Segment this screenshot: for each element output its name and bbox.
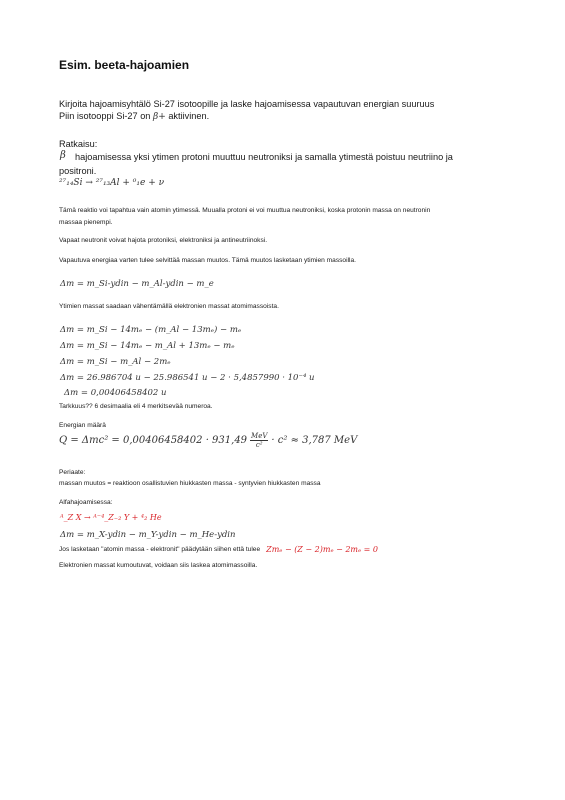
electron-cancel-text: Jos lasketaan "atomin massa - elektronit" päädytään siihen että tulee xyxy=(59,545,261,553)
energy-fraction-denominator: c² xyxy=(255,441,263,449)
mass-change-core-equation: Δm = m_Si-ydin − m_Al-ydin − m_e xyxy=(60,279,214,289)
energy-equation-left: Q = Δmc² = 0,00406458402 · 931,49 xyxy=(59,435,248,446)
equation-line: Δm = m_Si − 14mₑ − m_Al + 13mₑ − mₑ xyxy=(60,341,235,351)
energy-equation-right: · c² ≈ 3,787 MeV xyxy=(271,435,358,446)
precision-note: Tarkkuus?? 6 desimaalia eli 4 merkitsevää numeroa. xyxy=(59,403,213,410)
beta-plus-symbol: β+ xyxy=(153,112,166,122)
note-reaction-nucleus-cont: massaa pienempi. xyxy=(59,219,113,226)
note-reaction-nucleus: Tämä reaktio voi tapahtua vain atomin ytimessä. Muualla protoni ei voi muuttua neutroniksi, koska protonin massa on neutronin xyxy=(59,207,431,214)
intro-line-2-post: aktiivinen. xyxy=(168,111,210,121)
alpha-reaction-equation: ᴬ_Z X → ᴬ⁻⁴_Z₋₂ Y + ⁴₂ He xyxy=(60,513,162,522)
beta-description-2: positroni. xyxy=(59,166,97,176)
final-conclusion: Elektronien massat kumoutuvat, voidaan siis laskea atomimassoilla. xyxy=(59,562,258,569)
alpha-label: Alfahajoamisessa: xyxy=(59,499,113,506)
beta-description-1: hajoamisessa yksi ytimen protoni muuttuu neutroniksi ja samalla ytimestä poistuu neutriino ja xyxy=(75,152,453,162)
beta-symbol: β xyxy=(60,150,66,161)
electron-cancel-line xyxy=(59,545,378,554)
electron-cancel-equation: Zmₑ − (Z − 2)mₑ − 2mₑ = 0 xyxy=(266,545,378,554)
ratkaisu-label: Ratkaisu: xyxy=(59,139,98,149)
note-electron-masses: Ytimien massat saadaan vähentämällä elektronien massat atomimassoista. xyxy=(59,303,279,310)
energy-equation xyxy=(59,432,357,449)
page-title: Esim. beeta-hajoamien xyxy=(59,58,190,72)
reaction-equation: ²⁷₁₄Si → ²⁷₁₃Al + ⁰₁e + ν xyxy=(59,178,165,188)
intro-line-1: Kirjoita hajoamisyhtälö Si-27 isotoopille ja laske hajoamisessa vapautuvan energian suuruus xyxy=(59,99,435,109)
equation-line: Δm = 0,00406458402 u xyxy=(64,388,167,398)
energy-label: Energian määrä xyxy=(59,422,106,429)
principle-text: massan muutos = reaktioon osallistuvien hiukkasten massa - syntyvien hiukkasten massa xyxy=(59,480,321,487)
note-mass-change: Vapautuva energiaa varten tulee selvittää massan muutos. Tämä muutos lasketaan ytimien massoilla. xyxy=(59,257,356,264)
energy-fraction-numerator: MeV xyxy=(251,432,268,440)
equation-line: Δm = 26.986704 u − 25.986541 u − 2 · 5,4857990 · 10⁻⁴ u xyxy=(60,373,315,383)
equation-line: Δm = m_Si − 14mₑ − (m_Al − 13mₑ) − mₑ xyxy=(60,325,242,335)
equation-line: Δm = m_Si − m_Al − 2mₑ xyxy=(60,357,171,367)
alpha-mass-equation: Δm = m_X-ydin − m_Y-ydin − m_He-ydin xyxy=(60,530,236,540)
note-free-neutrons: Vapaat neutronit voivat hajota protoniksi, elektroniksi ja antineutriinoksi. xyxy=(59,237,268,244)
intro-line-2 xyxy=(59,111,209,123)
intro-line-2-pre: Piin isotooppi Si-27 on xyxy=(59,111,151,121)
energy-fraction xyxy=(250,432,268,449)
principle-label: Periaate: xyxy=(59,469,86,476)
